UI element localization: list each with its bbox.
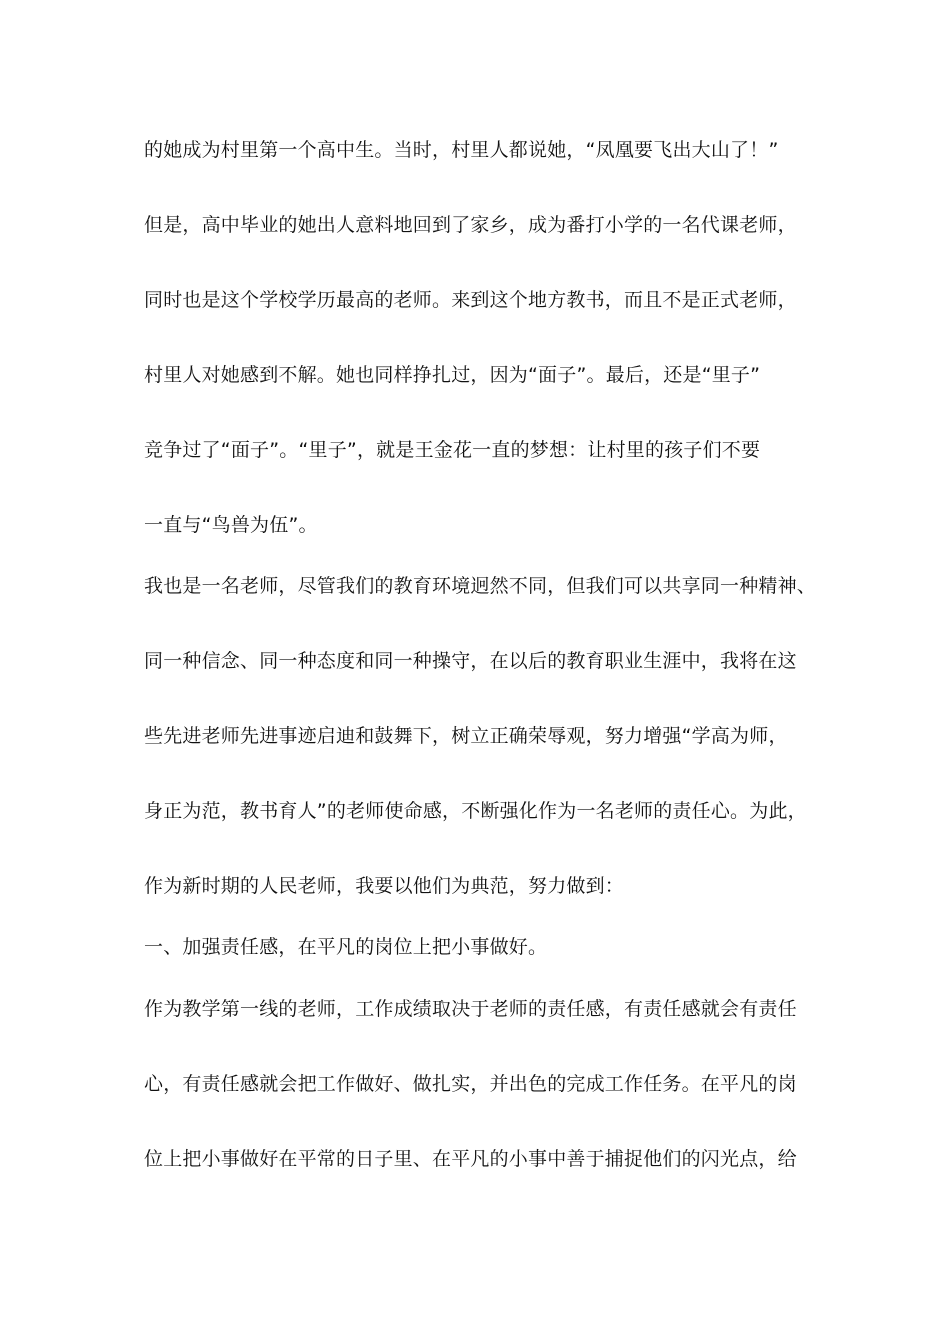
text-line: 一直与“鸟兽为伍”。 (144, 514, 318, 536)
text-line: 竞争过了“面子”。“里子”，就是王金花一直的梦想：让村里的孩子们不要 (144, 439, 761, 461)
text-line: 同一种信念、同一种态度和同一种操守，在以后的教育职业生涯中，我将在这 (144, 650, 797, 672)
text-line: 作为新时期的人民老师，我要以他们为典范，努力做到： (144, 875, 625, 897)
text-line: 的她成为村里第一个高中生。当时，村里人都说她，“凤凰要飞出大山了！” (144, 139, 779, 161)
text-line: 身正为范，教书育人”的老师使命感，不断强化作为一名老师的责任心。为此， (144, 800, 807, 822)
text-line: 我也是一名老师，尽管我们的教育环境迥然不同，但我们可以共享同一种精神、 (144, 575, 817, 597)
text-line: 作为教学第一线的老师，工作成绩取决于老师的责任感，有责任感就会有责任 (144, 998, 797, 1020)
text-line: 但是，高中毕业的她出人意料地回到了家乡，成为番打小学的一名代课老师， (144, 214, 797, 236)
text-line: 位上把小事做好在平常的日子里、在平凡的小事中善于捕捉他们的闪光点，给 (144, 1148, 797, 1170)
text-line: 一、加强责任感，在平凡的岗位上把小事做好。 (144, 936, 548, 958)
text-line: 些先进老师先进事迹启迪和鼓舞下，树立正确荣辱观，努力增强“学高为师， (144, 725, 788, 747)
text-line: 心，有责任感就会把工作做好、做扎实，并出色的完成工作任务。在平凡的岗 (144, 1073, 797, 1095)
text-line: 村里人对她感到不解。她也同样挣扎过，因为“面子”。最后，还是“里子” (144, 364, 761, 386)
text-line: 同时也是这个学校学历最高的老师。来到这个地方教书，而且不是正式老师， (144, 289, 797, 311)
